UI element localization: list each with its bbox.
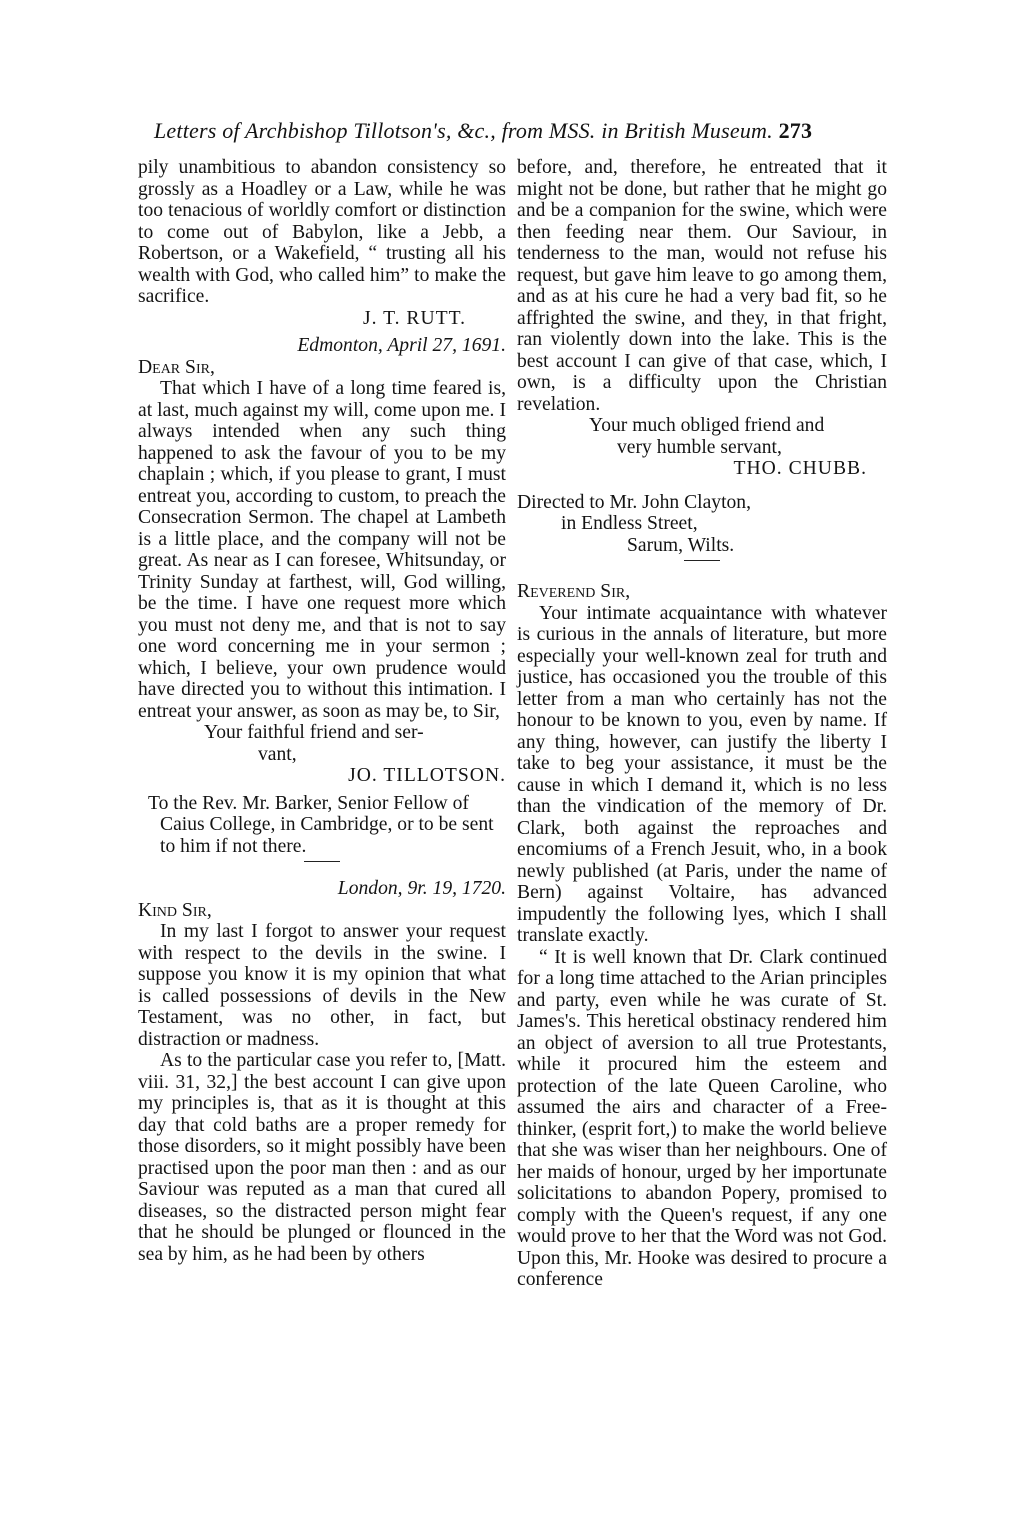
letter1-signature: JO. TILLOTSON.	[348, 765, 506, 786]
section-divider	[684, 560, 720, 561]
letter3-para1: Your intimate acquaintance with whatever is curious in the annals of literature, but more especially your well-known zeal for truth and justice, has occasioned you the trouble of this letter from a man who certainly has not the honour to be known to you, even by name. If any thing, however, can justify the liberty I take to beg your assistance, it must be the cause in which I demand it, which is no less than the vindication of the memory of Dr. Clark, both against the reproaches and encomiums of a French Jesuit, who, in a book newly published (at Paris, under the name of Bern) against Voltaire, has advanced impudently the following lyes, which I shall translate exactly.	[517, 602, 887, 946]
right-column	[517, 157, 887, 1291]
continued-text: pily unambitious to abandon consistency so grossly as a Hoadley or a Law, while he was too tenacious of worldly comfort or distinction to come out of Babylon, like a Jebb, a Robertson, or a Wakefield, “ trusting all his wealth with God, who called him” to make the sacrifice.	[138, 157, 506, 307]
letter2-dateline: London, 9r. 19, 1720.	[337, 878, 506, 899]
letter1-address: To the Rev. Mr. Barker, Senior Fellow of Caius College, in Cambridge, or to be sent to him if not there.	[148, 792, 494, 857]
letter1-closing-1: Your faithful friend and ser-	[204, 722, 424, 743]
page-number: 273	[778, 118, 813, 143]
running-title: Letters of Archbishop Tillotson's, &c., from MSS. in British Museum.	[154, 118, 773, 143]
letter2-closing-2: very humble servant,	[617, 436, 782, 458]
letter1-salutation: Dear Sir,	[138, 356, 215, 378]
letter2-address-1: Directed to Mr. John Clayton,	[517, 491, 752, 513]
letter2-signature: THO. CHUBB.	[733, 458, 867, 479]
letter2-address-2: in Endless Street,	[561, 513, 698, 534]
continued-signature: J. T. RUTT.	[363, 307, 466, 329]
letter1-body: That which I have of a long time feared is, at last, much against my will, come upon me. I always intended when any such thing happened to ask the favour of you to be my chaplain ; which, if you please to grant, I must entreat you, according to custom, to preach the Consecration Sermon. The chapel at Lambeth is a little place, and the company will not be great. As near as I can foresee, Whitsunday, or Trinity Sunday at farthest, will, God willing, be the time. I have one request more which you must not deny me, and that is not to say one word concerning me in your sermon ; which, I believe, your own prudence would have directed you to without this intimation. I entreat your answer, as soon as may be, to Sir,	[138, 378, 506, 722]
letter3-salutation: Reverend Sir,	[517, 581, 631, 602]
letter2-address-3: Sarum, Wilts.	[627, 534, 735, 556]
letter2-para1: In my last I forgot to answer your request with respect to the devils in the swine. I suppose you know it is my opinion that what is called possessions of devils in the New Testament, was no other, in fact, but distraction or madness.	[138, 921, 506, 1050]
letter2-continuation: before, and, therefore, he entreated that it might not be done, but rather that he might go and be a companion for the swine, which were then feeding near them. Our Saviour, in tenderness to the man, would not refuse his request, but gave him leave to go among them, and as at his cure he had a very bad fit, so he affrighted the swine, and they, in that fright, ran violently down into the lake. This is the best account I can give of that case, which, I own, is a difficulty upon the Christian revelation.	[517, 157, 887, 415]
letter2-para2: As to the particular case you refer to, [Matt. viii. 31, 32,] the best account I can give upon my principles is, that as it is thought at this day that cold baths are a proper remedy for those disorders, so it might possibly have been practised upon the poor man then : and as our Saviour was reputed as a man that cured all diseases, so the distracted person might fear that he should be plunged or flounced in the sea by him, as he had been by others	[138, 1050, 506, 1265]
letter2-salutation: Kind Sir,	[138, 899, 212, 921]
letter3-para2: “ It is well known that Dr. Clark continued for a long time attached to the Arian principles and party, even while he was curate of St. James's. This heretical obstinacy rendered him an object of aversion to all true Protestants, while it procured him the esteem and protection of the late Queen Caroline, who assumed the airs and character of a Free-thinker, (esprit fort,) to make the world believe that she was wiser than her neighbours. One of her maids of honour, urged by her importunate solicitations to abandon Popery, promised to comply with the Queen's request, if any one would prove to her that the Word was not God. Upon this, Mr. Hooke was desired to procure a conference	[517, 946, 887, 1290]
section-divider	[304, 861, 340, 862]
letter2-closing-1: Your much obliged friend and	[589, 415, 825, 436]
running-header	[154, 118, 884, 144]
letter1-dateline: Edmonton, April 27, 1691.	[297, 335, 506, 356]
left-column	[138, 157, 506, 1265]
letter1-closing-2: vant,	[258, 743, 297, 765]
